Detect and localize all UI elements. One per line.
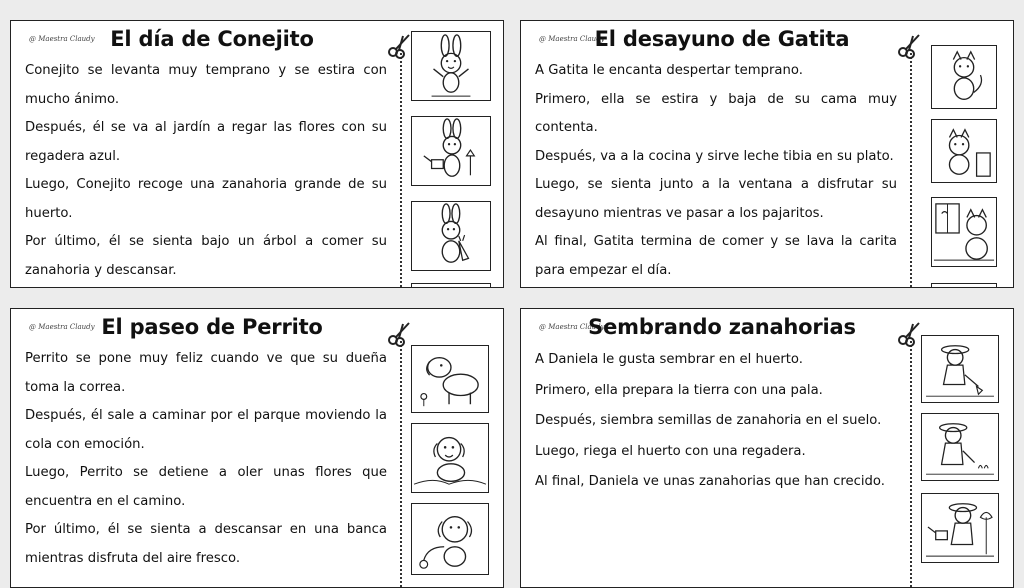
story-paragraph: A Daniela le gusta sembrar en el huerto.: [535, 352, 803, 367]
story-text: [535, 345, 897, 498]
cut-line: [400, 53, 402, 288]
cat-bed-icon: [931, 119, 997, 183]
story-paragraph: Primero, ella se estira y baja de su cama muy contenta.: [535, 91, 897, 135]
story-paragraph: Luego, Conejito recoge una zanahoria grande de su huerto.: [25, 177, 387, 221]
story-paragraph: Después, va a la cocina y sirve leche tibia en su plato.: [535, 148, 894, 164]
author-signature: @ Maestra Claudy: [539, 323, 605, 331]
story-paragraph: Después, siembra semillas de zanahoria en el suelo.: [535, 413, 882, 428]
story-paragraph: Después, él se va al jardín a regar las flores con su regadera azul.: [25, 120, 387, 164]
cat-stretching-icon: [931, 45, 997, 109]
cat-window-icon: [931, 197, 997, 267]
next-picture-partial: [931, 283, 997, 288]
scissors-icon: [387, 33, 413, 59]
story-paragraph: Conejito se levanta muy temprano y se estira con mucho ánimo.: [25, 63, 387, 107]
story-card-conejito: [10, 20, 504, 288]
story-title: El desayuno de Gatita: [594, 27, 850, 51]
story-card-zanahorias: [520, 308, 1014, 588]
story-paragraph: Al final, Daniela ve unas zanahorias que han crecido.: [535, 474, 885, 489]
story-paragraph: Luego, Perrito se detiene a oler unas flores que encuentra en el camino.: [25, 465, 387, 509]
girl-watering-icon: [921, 493, 999, 563]
story-paragraph: Luego, se sienta junto a la ventana a disfrutar su desayuno mientras ve pasar a los pajaritos.: [535, 177, 897, 221]
story-paragraph: Primero, ella prepara la tierra con una pala.: [535, 382, 823, 398]
story-text: [535, 57, 897, 285]
girl-digging-icon: [921, 335, 999, 403]
cut-line: [910, 53, 912, 288]
story-paragraph: Después, él sale a caminar por el parque moviendo la cola con emoción.: [25, 408, 387, 452]
dog-sniffing-icon: [411, 345, 489, 413]
scissors-icon: [387, 321, 413, 347]
next-picture-partial: [411, 283, 491, 288]
story-card-perrito: [10, 308, 504, 588]
story-title: El paseo de Perrito: [101, 315, 323, 339]
rabbit-waking-icon: [411, 31, 491, 101]
story-paragraph: A Gatita le encanta despertar temprano.: [535, 63, 803, 78]
story-card-gatita: [520, 20, 1014, 288]
story-paragraph: Luego, riega el huerto con una regadera.: [535, 443, 806, 459]
story-paragraph: Por último, él se sienta bajo un árbol a comer su zanahoria y descansar.: [25, 234, 387, 278]
scissors-icon: [897, 33, 923, 59]
story-title: Sembrando zanahorias: [588, 315, 856, 339]
story-paragraph: Perrito se pone muy feliz cuando ve que su dueña toma la correa.: [25, 351, 387, 395]
author-signature: @ Maestra Claudy: [29, 35, 95, 43]
story-text: [25, 345, 387, 573]
author-signature: @ Maestra Claudy: [539, 35, 605, 43]
dog-leash-icon: [411, 503, 489, 575]
story-text: [25, 57, 387, 285]
scissors-icon: [897, 321, 923, 347]
story-paragraph: Por último, él se sienta a descansar en una banca mientras disfruta del aire fresco.: [25, 522, 387, 566]
cut-line: [400, 341, 402, 588]
rabbit-carrot-icon: [411, 201, 491, 271]
girl-planting-icon: [921, 413, 999, 481]
dog-park-icon: [411, 423, 489, 493]
cut-line: [910, 341, 912, 588]
story-title: El día de Conejito: [110, 27, 314, 51]
story-paragraph: Al final, Gatita termina de comer y se lava la carita para empezar el día.: [535, 234, 897, 278]
rabbit-watering-icon: [411, 116, 491, 186]
author-signature: @ Maestra Claudy: [29, 323, 95, 331]
